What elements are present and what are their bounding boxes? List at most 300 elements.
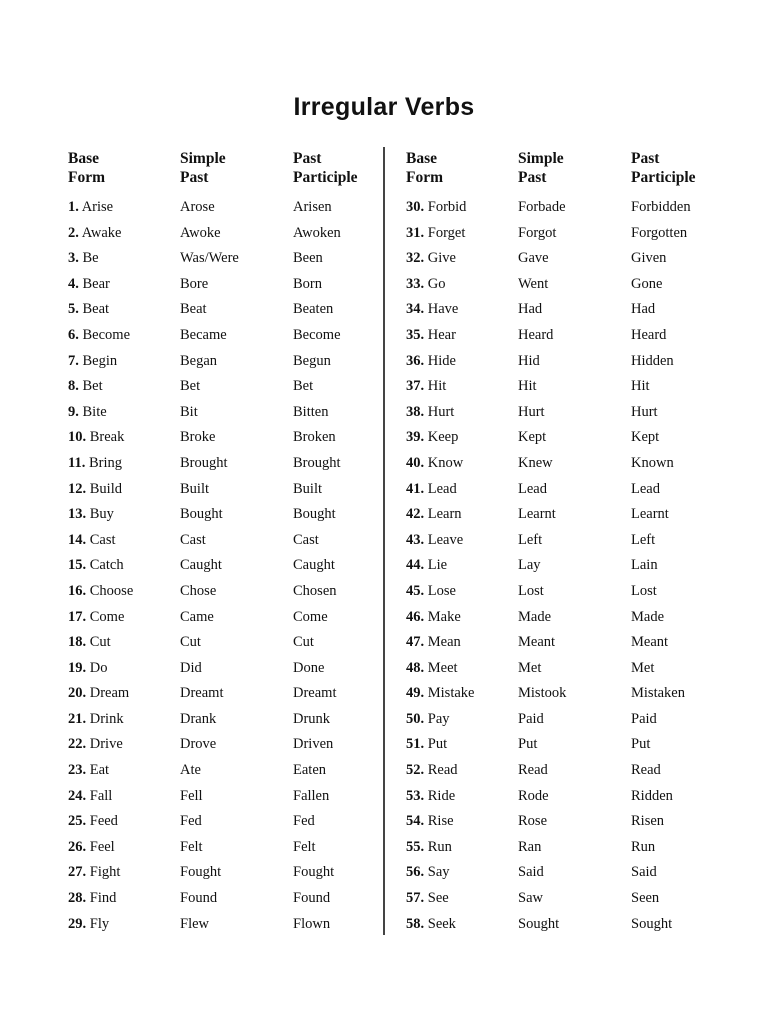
table-row	[68, 451, 388, 477]
table-row	[68, 681, 388, 707]
base-form-cell	[406, 400, 454, 426]
base-form: Mistake	[427, 685, 475, 702]
simple-past-cell: Bought	[180, 506, 223, 523]
past-participle-cell: Lain	[631, 557, 658, 574]
verb-number: 31.	[406, 224, 425, 241]
base-form: Pay	[427, 710, 450, 727]
left-verb-table	[68, 149, 388, 937]
simple-past-cell: Ate	[180, 762, 201, 779]
table-row	[406, 630, 726, 656]
simple-past-cell: Rode	[518, 787, 549, 804]
table-row	[68, 374, 388, 400]
base-form-cell	[406, 656, 458, 682]
simple-past-cell: Lost	[518, 582, 544, 599]
simple-past-cell: Arose	[180, 199, 215, 215]
table-row	[406, 246, 726, 272]
simple-past-cell: Hid	[518, 352, 540, 369]
table-row	[68, 732, 388, 758]
table-row	[406, 809, 726, 835]
verb-number: 18.	[68, 634, 87, 651]
past-participle-cell: Arisen	[293, 199, 332, 215]
base-form-cell	[406, 528, 463, 554]
base-form-cell	[68, 374, 103, 400]
base-form-cell	[68, 809, 118, 835]
past-participle-cell: Given	[631, 250, 667, 267]
table-row	[68, 707, 388, 733]
base-form-cell	[68, 349, 117, 375]
verb-number: 48.	[406, 659, 425, 676]
simple-past-header: Simple Past	[518, 150, 564, 186]
verb-number: 30.	[406, 199, 425, 215]
table-row	[406, 860, 726, 886]
simple-past-cell: Found	[180, 890, 218, 907]
base-form-cell	[406, 272, 445, 298]
past-participle-cell: Read	[631, 762, 661, 779]
base-form: Feel	[89, 838, 115, 855]
table-row	[406, 886, 726, 912]
past-participle-cell: Seen	[631, 890, 660, 907]
table-row	[68, 502, 388, 528]
verb-number: 35.	[406, 326, 425, 343]
base-form-cell	[68, 630, 111, 656]
table-row	[68, 246, 388, 272]
simple-past-cell: Heard	[518, 326, 554, 343]
simple-past-cell: Gave	[518, 250, 549, 267]
past-participle-cell: Made	[631, 608, 665, 625]
verb-number: 3.	[68, 250, 79, 267]
base-form-cell	[406, 195, 466, 221]
base-form-cell	[68, 784, 112, 810]
base-form-cell	[68, 732, 123, 758]
simple-past-cell: Flew	[180, 915, 209, 932]
base-form-cell	[406, 784, 455, 810]
table-row	[406, 400, 726, 426]
past-participle-cell: Met	[631, 659, 655, 676]
base-form: Bear	[82, 275, 110, 292]
simple-past-cell: Fought	[180, 864, 222, 881]
past-participle-cell: Broken	[293, 429, 336, 446]
base-form: Find	[89, 890, 117, 907]
past-participle-cell: Gone	[631, 275, 663, 292]
simple-past-cell: Hurt	[518, 403, 545, 420]
base-form-cell	[68, 758, 109, 784]
base-form: Have	[427, 301, 459, 318]
past-participle-cell: Left	[631, 531, 656, 548]
base-form: Bring	[88, 454, 122, 471]
simple-past-cell: Was/Were	[180, 250, 239, 267]
table-row	[406, 707, 726, 733]
base-form-cell	[406, 835, 452, 861]
table-row	[68, 477, 388, 503]
table-row	[68, 195, 388, 221]
simple-past-cell: Built	[180, 480, 210, 497]
table-row	[406, 758, 726, 784]
table-row	[406, 297, 726, 323]
verb-number: 29.	[68, 915, 87, 932]
verb-number: 41.	[406, 480, 425, 497]
past-participle-cell: Felt	[293, 838, 316, 855]
verb-number: 16.	[68, 582, 87, 599]
past-participle-cell: Awoken	[293, 224, 341, 241]
base-form-cell	[68, 451, 122, 477]
base-form: Say	[427, 864, 450, 881]
past-participle-cell: Sought	[631, 915, 673, 932]
verb-number: 9.	[68, 403, 79, 420]
simple-past-cell: Bore	[180, 275, 209, 292]
base-form-cell	[406, 425, 458, 451]
base-form-cell	[68, 297, 109, 323]
base-form: Put	[427, 736, 448, 753]
base-form: Meet	[427, 659, 458, 676]
base-form: Know	[427, 454, 464, 471]
base-form-cell	[68, 400, 107, 426]
base-form-header: Base Form	[406, 150, 444, 186]
table-row	[406, 681, 726, 707]
base-form-header: Base Form	[68, 150, 106, 186]
base-form: Hide	[427, 352, 456, 369]
past-participle-cell: Been	[293, 250, 323, 267]
verb-number: 52.	[406, 762, 425, 779]
base-form-cell	[68, 912, 109, 938]
base-form-cell	[68, 425, 124, 451]
verb-number: 15.	[68, 557, 87, 574]
base-form-cell	[68, 681, 129, 707]
base-form: Bite	[82, 403, 107, 420]
table-row	[68, 297, 388, 323]
simple-past-cell: Meant	[518, 634, 556, 651]
simple-past-cell: Learnt	[518, 506, 556, 523]
table-row	[406, 195, 726, 221]
past-participle-cell: Paid	[631, 710, 657, 727]
base-form: Fly	[89, 915, 110, 932]
base-form-cell	[68, 246, 99, 272]
past-participle-cell: Lead	[631, 480, 660, 497]
simple-past-cell: Felt	[180, 838, 203, 855]
verb-number: 21.	[68, 710, 87, 727]
table-row	[68, 579, 388, 605]
base-form-cell	[406, 451, 463, 477]
page-title: Irregular Verbs	[293, 93, 475, 121]
base-form: Lie	[427, 557, 448, 574]
past-participle-cell: Fallen	[293, 787, 330, 804]
left-rows	[68, 195, 388, 937]
verb-number: 11.	[68, 454, 86, 471]
past-participle-cell: Born	[293, 275, 322, 292]
base-form: Fight	[89, 864, 121, 881]
base-form: Arise	[81, 199, 114, 215]
simple-past-cell: Fed	[180, 813, 202, 830]
table-row	[68, 886, 388, 912]
base-form-cell	[406, 579, 456, 605]
base-form-cell	[406, 758, 458, 784]
verb-number: 50.	[406, 710, 425, 727]
verb-number: 37.	[406, 378, 425, 395]
simple-past-cell: Lead	[518, 480, 547, 497]
simple-past-cell: Rose	[518, 813, 547, 830]
past-participle-header: Past Participle	[631, 150, 696, 186]
past-participle-cell: Caught	[293, 557, 335, 574]
verb-number: 46.	[406, 608, 425, 625]
past-participle-cell: Known	[631, 454, 674, 471]
past-participle-cell: Bet	[293, 378, 314, 395]
table-row	[406, 579, 726, 605]
base-form: Learn	[427, 506, 462, 523]
table-row	[406, 553, 726, 579]
base-form-cell	[68, 656, 107, 682]
table-row	[68, 272, 388, 298]
base-form-cell	[406, 605, 461, 631]
table-row	[406, 732, 726, 758]
verb-number: 1.	[68, 199, 79, 215]
verb-number: 38.	[406, 403, 425, 420]
table-row	[406, 374, 726, 400]
base-form: Hurt	[427, 403, 455, 420]
base-form-cell	[68, 477, 122, 503]
simple-past-cell: Did	[180, 659, 202, 676]
simple-past-cell: Cut	[180, 634, 201, 651]
table-row	[406, 656, 726, 682]
simple-past-cell: Bit	[180, 403, 198, 420]
simple-past-cell: Cast	[180, 531, 206, 548]
base-form: Rise	[427, 813, 454, 830]
verb-number: 25.	[68, 813, 87, 830]
table-row	[406, 605, 726, 631]
base-form: Do	[89, 659, 108, 676]
table-row	[406, 528, 726, 554]
past-participle-cell: Lost	[631, 582, 657, 599]
past-participle-cell: Cast	[293, 531, 319, 548]
simple-past-cell: Chose	[180, 582, 217, 599]
verb-number: 33.	[406, 275, 425, 292]
past-participle-cell: Heard	[631, 326, 667, 343]
simple-past-cell: Beat	[180, 301, 207, 318]
base-form-cell	[68, 835, 115, 861]
table-row	[406, 784, 726, 810]
table-row	[68, 630, 388, 656]
past-participle-cell: Become	[293, 326, 341, 343]
past-participle-cell: Beaten	[293, 301, 334, 318]
verb-number: 5.	[68, 301, 79, 318]
base-form-cell	[68, 579, 133, 605]
past-participle-cell: Hit	[631, 378, 650, 395]
base-form: Leave	[427, 531, 464, 548]
past-participle-header: Past Participle	[293, 150, 358, 186]
table-row	[68, 528, 388, 554]
base-form: Go	[427, 275, 446, 292]
base-form: Keep	[427, 429, 459, 446]
verb-number: 53.	[406, 787, 425, 804]
base-form: Catch	[89, 557, 124, 574]
verb-number: 10.	[68, 429, 87, 446]
past-participle-cell: Forgotten	[631, 224, 688, 241]
simple-past-cell: Dreamt	[180, 685, 224, 702]
simple-past-cell: Left	[518, 531, 543, 548]
simple-past-cell: Broke	[180, 429, 216, 446]
base-form-cell	[406, 323, 456, 349]
past-participle-cell: Brought	[293, 454, 341, 471]
past-participle-cell: Had	[631, 301, 656, 318]
past-participle-cell: Hidden	[631, 352, 674, 369]
simple-past-cell: Knew	[518, 454, 553, 471]
table-row	[68, 349, 388, 375]
verb-number: 14.	[68, 531, 87, 548]
base-form: See	[427, 890, 449, 907]
past-participle-cell: Bought	[293, 506, 336, 523]
base-form-cell	[406, 349, 456, 375]
verb-number: 22.	[68, 736, 87, 753]
past-participle-cell: Found	[293, 890, 331, 907]
table-row	[68, 758, 388, 784]
table-row	[68, 221, 388, 247]
verb-number: 12.	[68, 480, 87, 497]
simple-past-cell: Paid	[518, 710, 544, 727]
base-form-cell	[406, 707, 450, 733]
simple-past-cell: Put	[518, 736, 538, 753]
base-form-cell	[68, 272, 110, 298]
past-participle-cell: Said	[631, 864, 657, 881]
base-form-cell	[406, 886, 449, 912]
table-row	[406, 221, 726, 247]
past-participle-cell: Dreamt	[293, 685, 337, 702]
simple-past-cell: Hit	[518, 378, 537, 395]
base-form-cell	[68, 553, 124, 579]
table-row	[406, 835, 726, 861]
past-participle-cell: Begun	[293, 352, 331, 369]
table-row	[406, 912, 726, 938]
past-participle-cell: Flown	[293, 915, 331, 932]
table-row	[406, 425, 726, 451]
table-row	[406, 323, 726, 349]
past-participle-cell: Drunk	[293, 710, 331, 727]
table-row	[406, 349, 726, 375]
simple-past-cell: Drank	[180, 710, 217, 727]
base-form: Drive	[89, 736, 123, 753]
base-form: Buy	[89, 506, 114, 523]
base-form-cell	[406, 630, 461, 656]
base-form-cell	[406, 860, 450, 886]
verb-number: 44.	[406, 557, 425, 574]
verb-number: 34.	[406, 301, 425, 318]
simple-past-cell: Ran	[518, 838, 542, 855]
table-row	[68, 656, 388, 682]
verb-number: 54.	[406, 813, 425, 830]
base-form: Be	[82, 250, 99, 267]
base-form-cell	[68, 221, 121, 247]
verb-number: 6.	[68, 326, 79, 343]
verb-number: 13.	[68, 506, 87, 523]
simple-past-cell: Began	[180, 352, 218, 369]
verb-number: 24.	[68, 787, 87, 804]
simple-past-cell: Caught	[180, 557, 222, 574]
right-verb-table	[406, 149, 726, 937]
table-row	[68, 400, 388, 426]
simple-past-cell: Had	[518, 301, 543, 318]
verb-number: 27.	[68, 864, 87, 881]
base-form: Fall	[89, 787, 113, 804]
base-form: Lose	[427, 582, 456, 599]
past-participle-cell: Kept	[631, 429, 660, 446]
base-form: Seek	[427, 915, 456, 932]
table-row	[68, 425, 388, 451]
verb-number: 43.	[406, 531, 425, 548]
simple-past-cell: Saw	[518, 890, 543, 907]
verb-number: 19.	[68, 659, 87, 676]
base-form: Eat	[89, 762, 110, 779]
verb-number: 20.	[68, 685, 87, 702]
verb-number: 51.	[406, 736, 425, 753]
verb-number: 47.	[406, 634, 425, 651]
verb-number: 7.	[68, 352, 79, 369]
simple-past-header: Simple Past	[180, 150, 226, 186]
simple-past-cell: Made	[518, 608, 552, 625]
past-participle-cell: Cut	[293, 634, 314, 651]
simple-past-cell: Kept	[518, 429, 547, 446]
verb-number: 32.	[406, 250, 425, 267]
base-form-cell	[406, 732, 447, 758]
simple-past-cell: Brought	[180, 454, 228, 471]
past-participle-cell: Chosen	[293, 582, 337, 599]
base-form-cell	[406, 221, 465, 247]
table-row	[406, 272, 726, 298]
base-form: Hear	[427, 326, 456, 343]
past-participle-cell: Risen	[631, 813, 665, 830]
base-form-cell	[406, 246, 456, 272]
past-participle-cell: Come	[293, 608, 328, 625]
simple-past-cell: Fell	[180, 787, 203, 804]
past-participle-cell: Fought	[293, 864, 335, 881]
verb-number: 36.	[406, 352, 425, 369]
simple-past-cell: Sought	[518, 915, 560, 932]
past-participle-cell: Mistaken	[631, 685, 685, 702]
base-form: Cast	[89, 531, 116, 548]
base-form-cell	[68, 707, 124, 733]
base-form: Hit	[427, 378, 447, 395]
base-form: Read	[427, 762, 458, 779]
table-row	[68, 835, 388, 861]
simple-past-cell: Awoke	[180, 224, 221, 241]
base-form-cell	[68, 605, 124, 631]
base-form: Mean	[427, 634, 461, 651]
base-form: Awake	[81, 224, 122, 241]
base-form: Dream	[89, 685, 130, 702]
base-form-cell	[406, 477, 457, 503]
simple-past-cell: Went	[518, 275, 549, 292]
simple-past-cell: Met	[518, 659, 542, 676]
base-form: Forbid	[427, 199, 467, 215]
past-participle-cell: Put	[631, 736, 651, 753]
verb-number: 8.	[68, 378, 79, 395]
past-participle-cell: Bitten	[293, 403, 329, 420]
right-rows	[406, 195, 726, 937]
simple-past-cell: Lay	[518, 557, 541, 574]
simple-past-cell: Read	[518, 762, 548, 779]
past-participle-cell: Forbidden	[631, 199, 691, 215]
table-row	[68, 809, 388, 835]
base-form: Beat	[82, 301, 110, 318]
simple-past-cell: Forgot	[518, 224, 557, 241]
simple-past-cell: Mistook	[518, 685, 567, 702]
simple-past-cell: Came	[180, 608, 214, 625]
verb-number: 23.	[68, 762, 87, 779]
past-participle-cell: Run	[631, 838, 656, 855]
verb-number: 45.	[406, 582, 425, 599]
verb-number: 49.	[406, 685, 425, 702]
base-form-cell	[406, 912, 456, 938]
verb-number: 2.	[68, 224, 79, 241]
base-form: Come	[89, 608, 125, 625]
verb-number: 26.	[68, 838, 87, 855]
base-form: Lead	[427, 480, 457, 497]
